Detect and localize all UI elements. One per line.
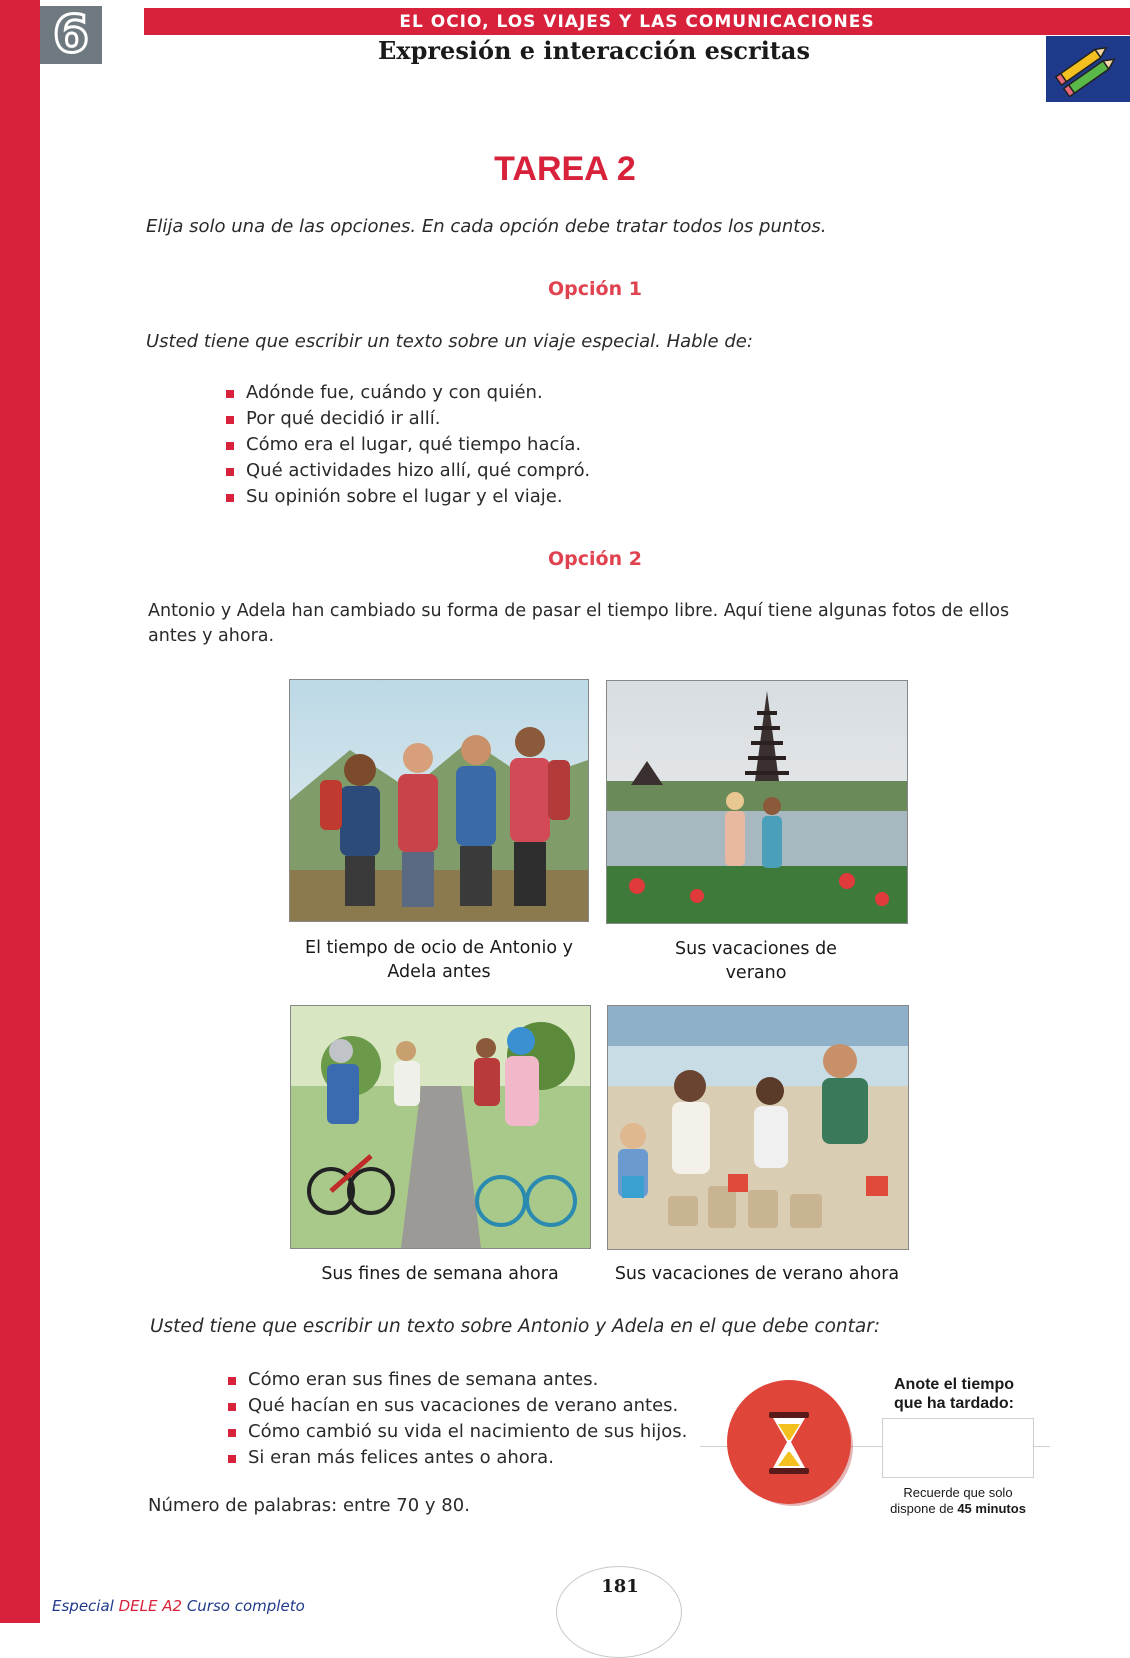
list-item-text: Si eran más felices antes o ahora. bbox=[248, 1447, 554, 1468]
list-item bbox=[224, 1367, 687, 1393]
caption-line: Sus vacaciones de bbox=[675, 939, 837, 959]
option1-intro: Usted tiene que escribir un texto sobre un viaje especial. Hable de: bbox=[146, 331, 753, 352]
bullet-square-icon bbox=[226, 468, 234, 476]
bullet-square-icon bbox=[226, 416, 234, 424]
timer-label bbox=[874, 1375, 1034, 1413]
option2-intro-line2: antes y ahora. bbox=[148, 626, 275, 646]
reminder-line: Recuerde que solo bbox=[903, 1485, 1013, 1500]
beach-photo bbox=[607, 1005, 909, 1250]
cycling-photo bbox=[290, 1005, 591, 1249]
caption-line: verano bbox=[725, 963, 787, 983]
list-item bbox=[222, 406, 590, 432]
side-bar bbox=[0, 0, 40, 1623]
bullet-square-icon bbox=[226, 442, 234, 450]
list-item bbox=[222, 484, 590, 510]
chapter-title: EL OCIO, LOS VIAJES Y LAS COMUNICACIONES bbox=[399, 11, 875, 32]
list-item-text: Su opinión sobre el lugar y el viaje. bbox=[246, 486, 563, 507]
book-title-prefix: Especial bbox=[52, 1597, 114, 1615]
hikers-photo bbox=[289, 679, 589, 922]
list-item-text: Por qué decidió ir allí. bbox=[246, 408, 441, 429]
temple-photo bbox=[606, 680, 908, 924]
list-item-text: Qué hacían en sus vacaciones de verano antes. bbox=[248, 1395, 679, 1416]
list-item-text: Adónde fue, cuándo y con quién. bbox=[246, 382, 543, 403]
photo3-caption bbox=[290, 1262, 590, 1286]
reminder-line bbox=[870, 1501, 1046, 1517]
list-item bbox=[222, 458, 590, 484]
book-title bbox=[52, 1597, 305, 1615]
option2-heading: Opción 2 bbox=[548, 548, 642, 570]
option2-points bbox=[224, 1367, 687, 1471]
photo4-caption bbox=[607, 1262, 907, 1286]
photo1-caption bbox=[289, 936, 589, 984]
bullet-square-icon bbox=[228, 1455, 236, 1463]
option2-task-intro: Usted tiene que escribir un texto sobre Antonio y Adela en el que debe contar: bbox=[150, 1316, 881, 1337]
option1-points bbox=[222, 380, 590, 510]
pencil-icon bbox=[1046, 36, 1130, 102]
hourglass-icon bbox=[725, 1378, 857, 1514]
chapter-badge bbox=[40, 6, 102, 64]
reminder-prefix: dispone de bbox=[890, 1501, 954, 1516]
task-title: TAREA 2 bbox=[494, 150, 636, 188]
task-instruction: Elija solo una de las opciones. En cada opción debe tratar todos los puntos. bbox=[146, 216, 827, 237]
list-item-text: Cómo eran sus fines de semana antes. bbox=[248, 1369, 599, 1390]
bullet-square-icon bbox=[226, 494, 234, 502]
bullet-square-icon bbox=[228, 1403, 236, 1411]
bullet-square-icon bbox=[226, 390, 234, 398]
chapter-number: 6 bbox=[52, 5, 90, 65]
chapter-band bbox=[144, 8, 1130, 35]
list-item-text: Cómo era el lugar, qué tiempo hacía. bbox=[246, 434, 582, 455]
option2-intro-line1: Antonio y Adela han cambiado su forma de pasar el tiempo libre. Aquí tiene algunas fotos de ellos bbox=[148, 601, 1010, 621]
list-item bbox=[224, 1445, 687, 1471]
caption-line: Adela antes bbox=[387, 962, 491, 982]
caption-line: El tiempo de ocio de Antonio y bbox=[305, 938, 573, 958]
list-item-text: Qué actividades hizo allí, qué compró. bbox=[246, 460, 591, 481]
time-entry-field[interactable] bbox=[882, 1418, 1034, 1478]
list-item bbox=[222, 380, 590, 406]
timer-label-line: Anote el tiempo bbox=[893, 1376, 1014, 1393]
book-title-highlight: DELE A2 bbox=[118, 1597, 183, 1615]
book-title-suffix: Curso completo bbox=[186, 1597, 305, 1615]
photo2-caption bbox=[606, 937, 906, 985]
list-item bbox=[222, 432, 590, 458]
section-title: Expresión e interacción escritas bbox=[378, 36, 810, 65]
time-reminder bbox=[870, 1485, 1046, 1517]
page-number: 181 bbox=[601, 1576, 639, 1597]
caption-line: Sus vacaciones de verano ahora bbox=[614, 1264, 900, 1284]
reminder-minutes: 45 minutos bbox=[957, 1501, 1026, 1516]
list-item bbox=[224, 1393, 687, 1419]
list-item-text: Cómo cambió su vida el nacimiento de sus hijos. bbox=[248, 1421, 688, 1442]
list-item bbox=[224, 1419, 687, 1445]
word-count: Número de palabras: entre 70 y 80. bbox=[148, 1495, 470, 1516]
option1-heading: Opción 1 bbox=[548, 278, 642, 300]
bullet-square-icon bbox=[228, 1377, 236, 1385]
bullet-square-icon bbox=[228, 1429, 236, 1437]
caption-line: Sus fines de semana ahora bbox=[321, 1264, 559, 1284]
timer-label-line: que ha tardado: bbox=[893, 1395, 1014, 1412]
